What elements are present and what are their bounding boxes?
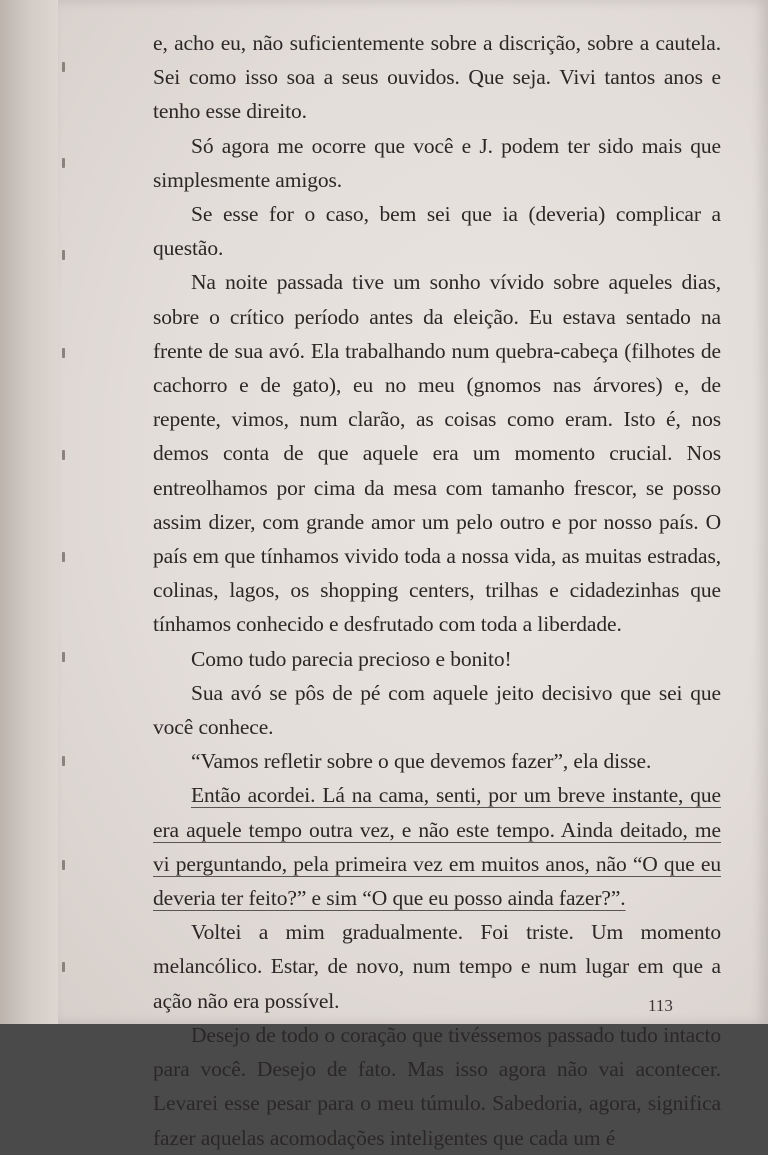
page-number: 113 (648, 996, 673, 1015)
binding-mark (62, 450, 65, 460)
underlined-paragraph: Então acordei. Lá na cama, senti, por um breve instante, que era aquele tempo outra vez, e não este tempo. Ainda deitado, me vi perguntando, pela primeira vez em muitos anos, não “O que eu deveria ter feito?” e sim “O que eu posso ainda fazer?”. (153, 783, 721, 911)
binding-mark (62, 250, 65, 260)
book-gutter (0, 0, 58, 1024)
paragraph: Só agora me ocorre que você e J. podem ter sido mais que simplesmente amigos. (153, 133, 721, 192)
paragraph: Se esse for o caso, bem sei que ia (deveria) complicar a questão. (153, 202, 721, 261)
binding-mark (62, 348, 65, 358)
binding-mark (62, 860, 65, 870)
binding-mark (62, 552, 65, 562)
paragraph: Sua avó se pôs de pé com aquele jeito decisivo que sei que você conhece. (153, 680, 721, 740)
binding-mark (62, 962, 65, 972)
body-text (153, 26, 721, 1155)
paragraph: Na noite passada tive um sonho vívido sobre aqueles dias, sobre o crítico período antes da eleição. Eu estava sentado na frente de sua avó. Ela trabalhando num quebra-cabeça (filhotes de cachorro e de gato), eu no meu (gnomos nas árvores) e, de repente, vimos, num clarão, as coisas como eram. Isto é, nos demos conta de que aquele era um momento crucial. Nos entreolhamos por cima da mesa com tamanho frescor, se posso assim dizer, com grande amor um pelo outro e por nosso país. O país em que tínhamos vivido toda a nossa vida, as muitas estradas, colinas, lagos, os shopping centers, trilhas e cidadezinhas que tínhamos conhecido e desfrutado com toda a liberdade. (153, 270, 721, 637)
binding-mark (62, 158, 65, 168)
binding-mark (62, 652, 65, 662)
paragraph: e, acho eu, não suficientemente sobre a discrição, sobre a cautela. Sei como isso soa a seus ouvidos. Que seja. Vivi tantos anos e tenho esse direito. (153, 31, 721, 124)
paragraph: Voltei a mim gradualmente. Foi triste. Um momento melancólico. Estar, de novo, num tempo e num lugar em que a ação não era possível. (153, 920, 721, 1013)
paragraph: “Vamos refletir sobre o que devemos fazer”, ela disse. (191, 749, 652, 774)
paragraph: Como tudo parecia precioso e bonito! (191, 646, 512, 671)
binding-mark (62, 756, 65, 766)
binding-mark (62, 62, 65, 72)
paragraph: Desejo de todo o coração que tivéssemos passado tudo intacto para você. Desejo de fato. Mas isso agora não vai acontecer. Levarei esse pesar para o meu túmulo. Sabedoria, agora, significa fazer aquelas acomodações inteligentes que cada um é (153, 1022, 721, 1150)
